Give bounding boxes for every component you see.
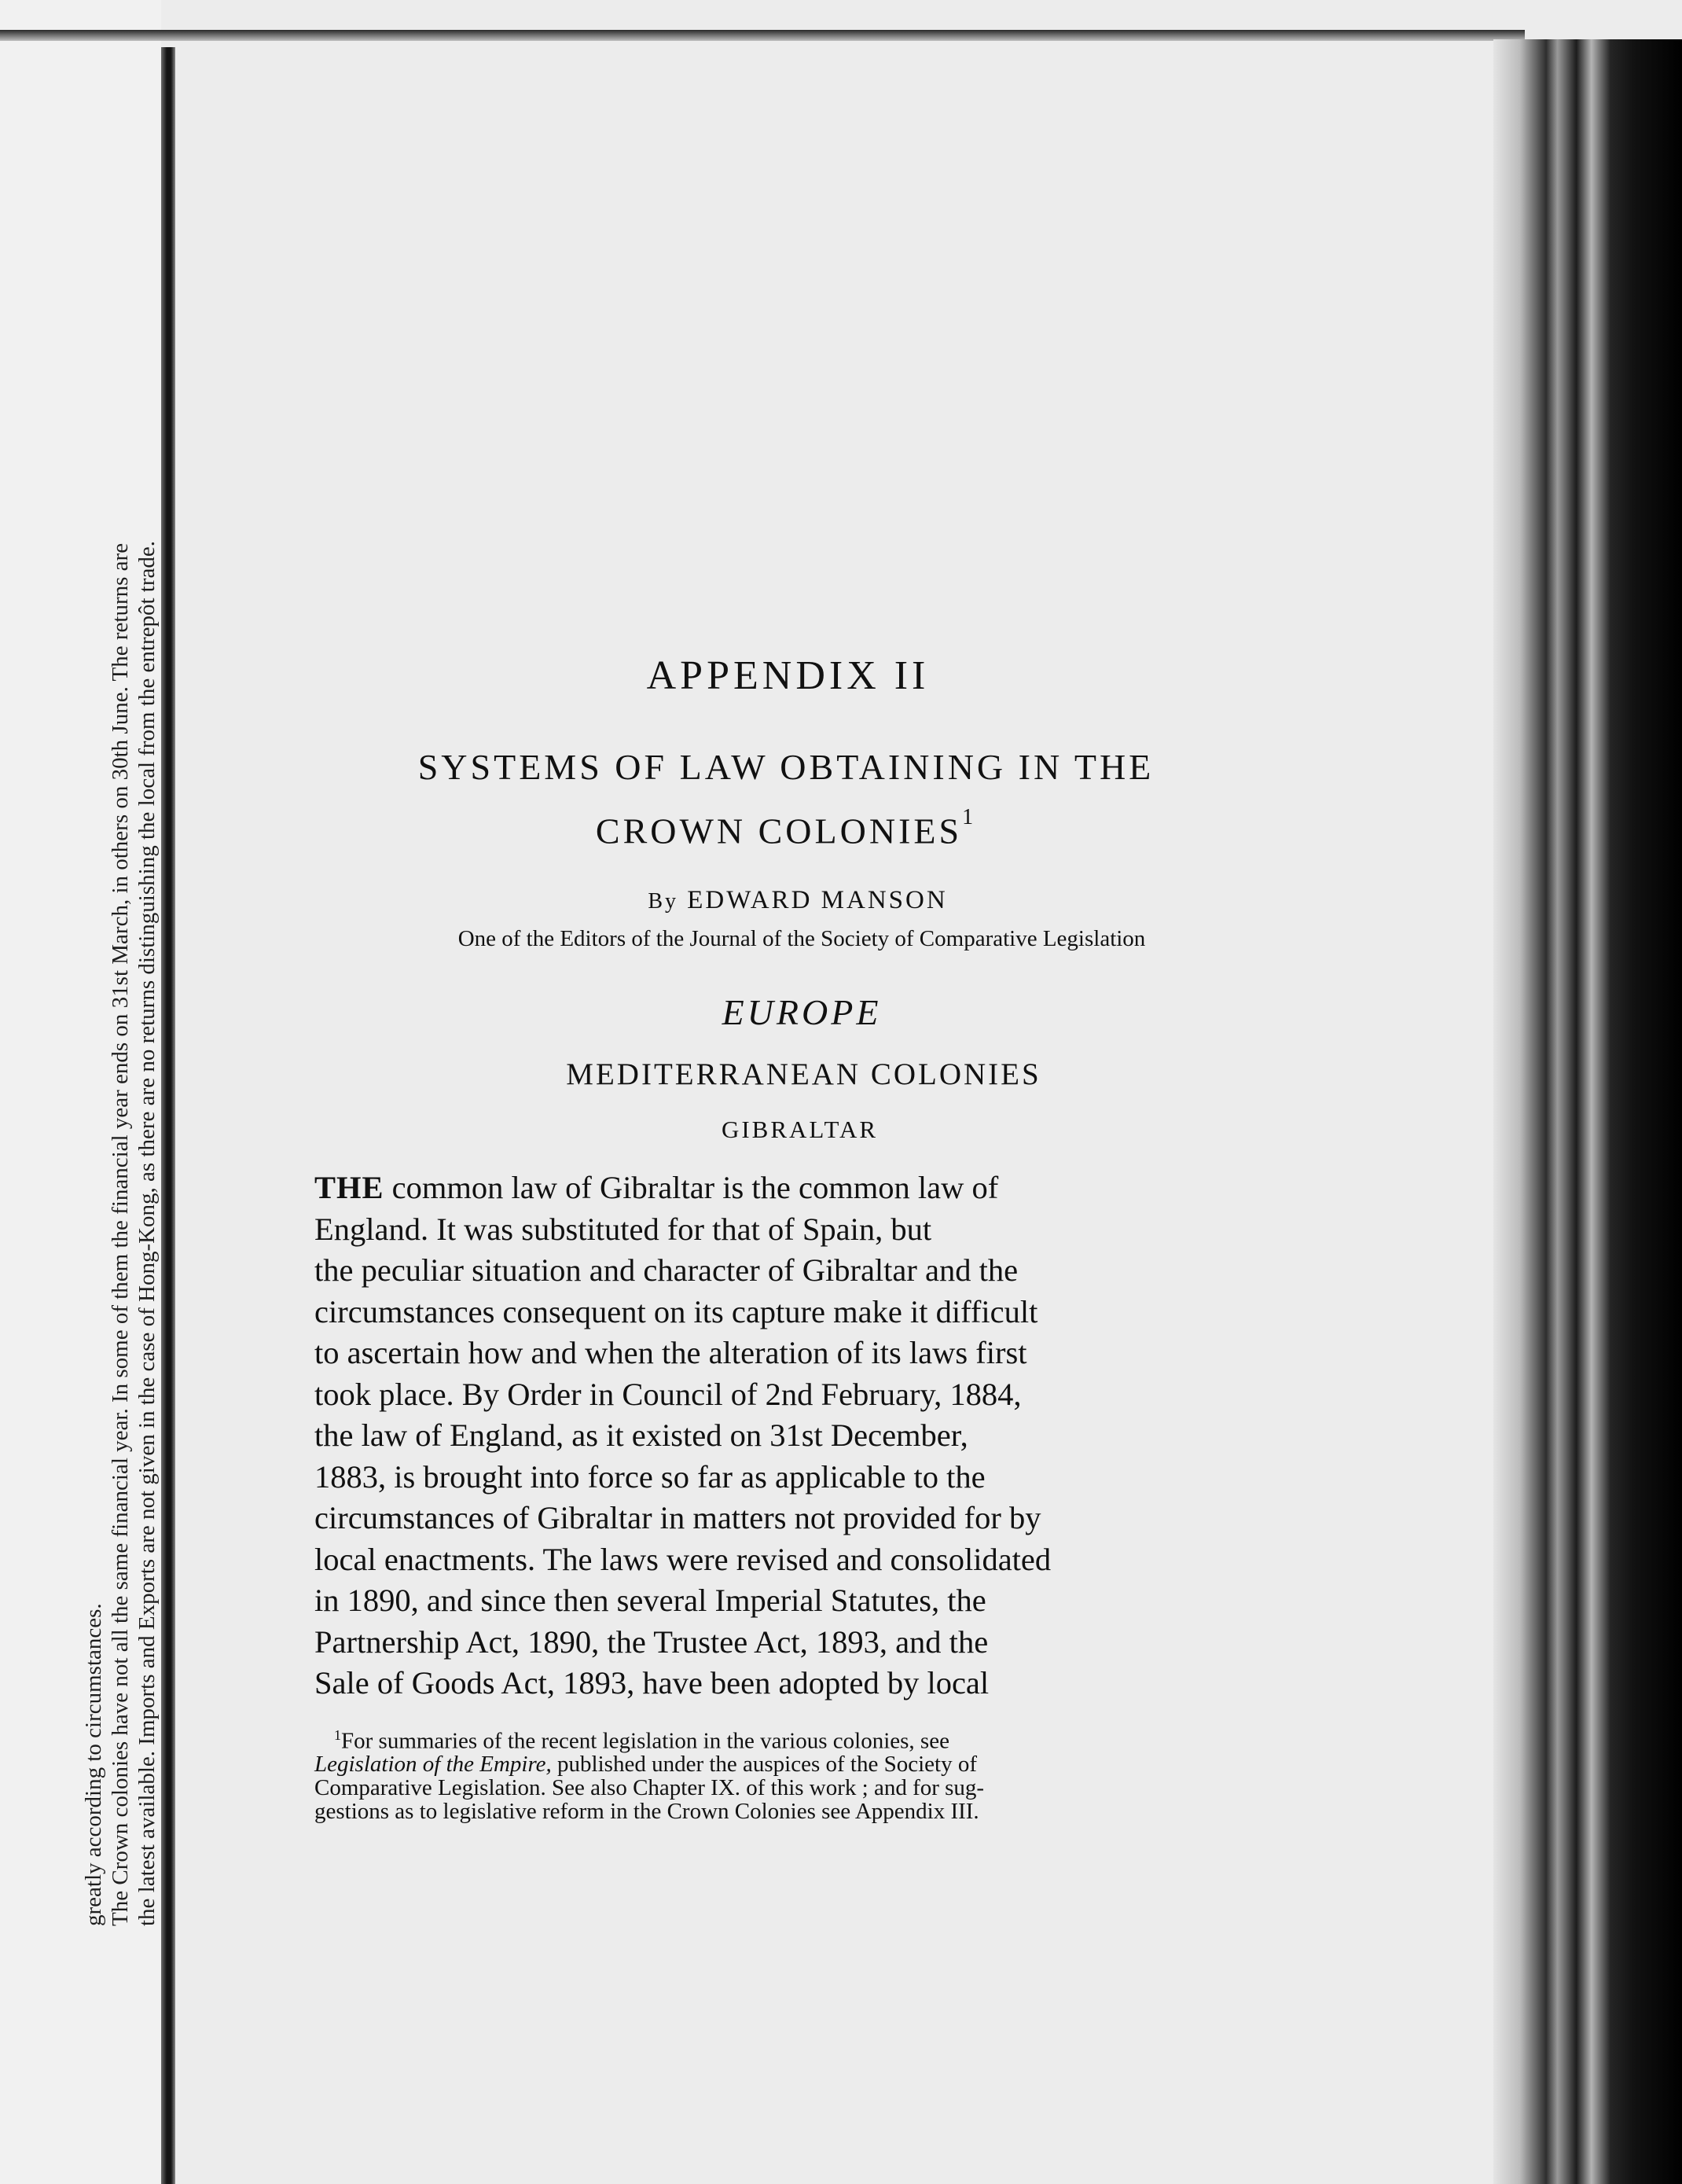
article-title bbox=[271, 739, 1301, 859]
title-line-2 bbox=[271, 796, 1301, 859]
body-line: circumstances consequent on its capture make it difficult bbox=[314, 1293, 1038, 1329]
body-line: the law of England, as it existed on 31st December, bbox=[314, 1417, 968, 1454]
appendix-page bbox=[303, 629, 1230, 1823]
footnote-text: published under the auspices of the Society of bbox=[557, 1752, 977, 1778]
body-line bbox=[314, 1167, 1216, 1209]
previous-footnote-line: The Crown colonies have not all the same financial year. In some of them the financial year ends on 31st March, in others on 30th June. The returns are bbox=[108, 542, 133, 1926]
footnote-text: For summaries of the recent legislation in the various colonies, see bbox=[341, 1728, 949, 1754]
footnote-line: gestions as to legislative reform in the Crown Colonies see Appendix III. bbox=[314, 1799, 979, 1825]
body-line-text: common law of Gibraltar is the common law of bbox=[391, 1170, 999, 1206]
group-heading: MEDITERRANEAN COLONIES bbox=[566, 1057, 1041, 1092]
page-top-edge bbox=[0, 30, 1525, 41]
footnote-italic-title: Legislation of the Empire, bbox=[314, 1752, 552, 1778]
colony-heading: GIBRALTAR bbox=[721, 1116, 879, 1144]
author-affiliation: One of the Editors of the Journal of the Society of Comparative Legislation bbox=[457, 926, 1146, 952]
body-paragraph bbox=[314, 1167, 1216, 1704]
body-line: Partnership Act, 1890, the Trustee Act, 1893, and the bbox=[314, 1623, 989, 1660]
footnote-line bbox=[314, 1723, 1214, 1753]
body-line: Sale of Goods Act, 1893, have been adopted by local bbox=[314, 1665, 990, 1701]
title-line-1: SYSTEMS OF LAW OBTAINING IN THE bbox=[417, 747, 1155, 787]
footnote-mark: 1 bbox=[334, 1726, 341, 1743]
appendix-heading: APPENDIX II bbox=[646, 653, 930, 698]
footnote bbox=[314, 1723, 1214, 1824]
body-line: took place. By Order in Council of 2nd February, 1884, bbox=[314, 1376, 1022, 1412]
body-line: local enactments. The laws were revised and consolidated bbox=[314, 1541, 1052, 1577]
book-gutter bbox=[161, 47, 175, 2184]
previous-footnote-line: the latest available. Imports and Exports are not given in the case of Hong-Kong, as there are no returns distinguishing the local from the entrepôt trade. bbox=[134, 540, 160, 1926]
body-line: the peculiar situation and character of Gibraltar and the bbox=[314, 1252, 1019, 1289]
footnote-reference: 1 bbox=[962, 805, 977, 829]
book-page-edges bbox=[1493, 39, 1682, 2184]
body-line: in 1890, and since then several Imperial Statutes, the bbox=[314, 1583, 986, 1619]
lead-word: THE bbox=[314, 1170, 384, 1206]
previous-footnote-line: greatly according to circumstances. bbox=[81, 1603, 106, 1926]
footnote-line bbox=[314, 1752, 1214, 1776]
title-line-2-text: CROWN COLONIES bbox=[595, 811, 963, 851]
footnote-line: Comparative Legislation. See also Chapter IX. of this work ; and for sug- bbox=[314, 1775, 985, 1801]
byline bbox=[365, 886, 1230, 915]
body-line: 1883, is brought into force so far as applicable to the bbox=[314, 1458, 986, 1495]
body-line: circumstances of Gibraltar in matters not provided for by bbox=[314, 1500, 1041, 1536]
body-line: to ascertain how and when the alteration of its laws first bbox=[314, 1335, 1027, 1371]
previous-page-footnote bbox=[81, 307, 161, 1926]
author-name: EDWARD MANSON bbox=[687, 886, 948, 915]
byline-prefix: By bbox=[648, 889, 678, 914]
body-line: England. It was substituted for that of Spain, but bbox=[314, 1211, 932, 1247]
region-heading: EUROPE bbox=[722, 992, 882, 1033]
